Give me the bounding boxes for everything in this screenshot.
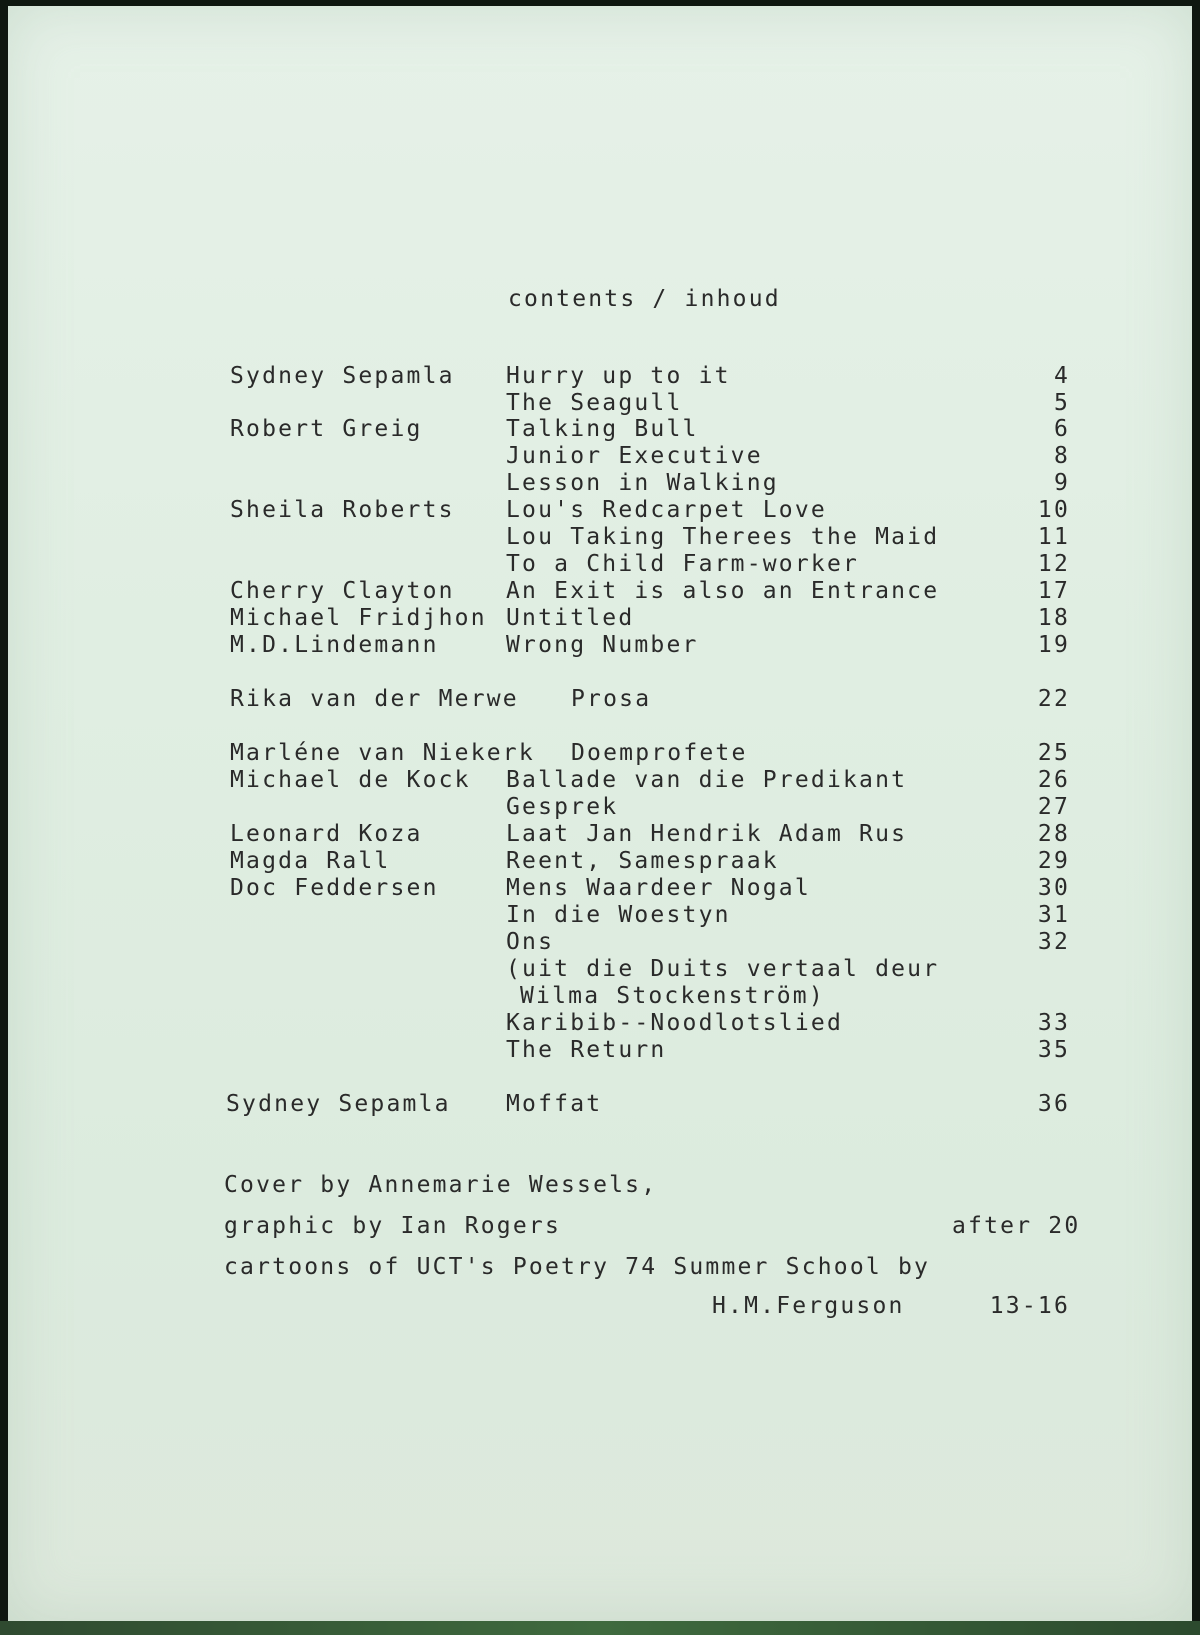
entry-page: 12 (1037, 551, 1070, 577)
entry-page: 31 (1037, 902, 1070, 928)
entry-title: Moffat (506, 1091, 603, 1117)
entry-page: 33 (1037, 1010, 1070, 1036)
entry-author: Robert Greig (230, 416, 423, 442)
entry-author: Marléne van Niekerk (230, 740, 535, 766)
entry-page: 6 (1053, 416, 1070, 442)
entry-title: An Exit is also an Entrance (506, 578, 940, 604)
entry-title: The Return (506, 1037, 667, 1063)
entry-title: Talking Bull (506, 416, 699, 442)
entry-title: Hurry up to it (506, 363, 731, 389)
entry-title: Reent, Samespraak (506, 848, 779, 874)
entry-title: Gesprek (506, 794, 619, 820)
entry-page: 28 (1037, 821, 1070, 847)
document-page (8, 6, 1192, 1622)
entry-page: 10 (1037, 497, 1070, 523)
entry-page: 32 (1037, 929, 1070, 955)
entry-author: M.D.Lindemann (230, 632, 439, 658)
entry-title: Karibib--Noodlotslied (506, 1010, 843, 1036)
entry-title: To a Child Farm-worker (506, 551, 860, 577)
contents-title: contents / inhoud (508, 286, 781, 312)
entry-title: Lesson in Walking (506, 470, 779, 496)
entry-author: Sydney Sepamla (230, 363, 455, 389)
entry-title: Junior Executive (506, 443, 763, 469)
entry-author: Leonard Koza (230, 821, 423, 847)
credit-cover: Cover by Annemarie Wessels, (224, 1172, 658, 1198)
entry-title: (uit die Duits vertaal deur (506, 956, 940, 982)
entry-page: 4 (1053, 363, 1070, 389)
entry-title: Laat Jan Hendrik Adam Rus (506, 821, 908, 847)
entry-page: 9 (1053, 470, 1070, 496)
credit-cartoons: cartoons of UCT's Poetry 74 Summer School by (224, 1254, 931, 1280)
entry-page: 22 (1037, 686, 1070, 712)
entry-page: 19 (1037, 632, 1070, 658)
entry-title: In die Woestyn (506, 902, 731, 928)
entry-page: 30 (1037, 875, 1070, 901)
entry-page: 17 (1037, 578, 1070, 604)
credit-graphic-page: after 20 (952, 1213, 1081, 1239)
entry-page: 26 (1037, 767, 1070, 793)
entry-author: Michael de Kock (230, 767, 471, 793)
entry-title: Wrong Number (506, 632, 699, 658)
entry-page: 36 (1037, 1091, 1070, 1117)
credit-cartoons-page: 13-16 (989, 1293, 1070, 1319)
entry-page: 25 (1037, 740, 1070, 766)
entry-author: Rika van der Merwe (230, 686, 519, 712)
bottom-edge-strip (0, 1621, 1200, 1635)
entry-title: Doemprofete (571, 740, 748, 766)
entry-author: Magda Rall (230, 848, 391, 874)
entry-author: Doc Feddersen (230, 875, 439, 901)
entry-title: Prosa (571, 686, 652, 712)
entry-title: Ballade van die Predikant (506, 767, 908, 793)
entry-title: Lou Taking Therees the Maid (506, 524, 940, 550)
entry-title: Lou's Redcarpet Love (506, 497, 827, 523)
entry-title: Ons (506, 929, 555, 955)
entry-author: Michael Fridjhon (230, 605, 487, 631)
entry-page: 35 (1037, 1037, 1070, 1063)
entry-page: 18 (1037, 605, 1070, 631)
entry-author: Cherry Clayton (230, 578, 455, 604)
entry-title: Wilma Stockenström) (520, 983, 825, 1009)
entry-page: 8 (1053, 443, 1070, 469)
entry-author: Sydney Sepamla (226, 1091, 451, 1117)
entry-page: 29 (1037, 848, 1070, 874)
credit-cartoonist: H.M.Ferguson (712, 1293, 905, 1319)
credit-graphic: graphic by Ian Rogers (224, 1213, 561, 1239)
entry-title: Mens Waardeer Nogal (506, 875, 811, 901)
entry-page: 5 (1053, 390, 1070, 416)
entry-page: 27 (1037, 794, 1070, 820)
entry-title: Untitled (506, 605, 635, 631)
entry-author: Sheila Roberts (230, 497, 455, 523)
entry-title: The Seagull (506, 390, 683, 416)
entry-page: 11 (1037, 524, 1070, 550)
